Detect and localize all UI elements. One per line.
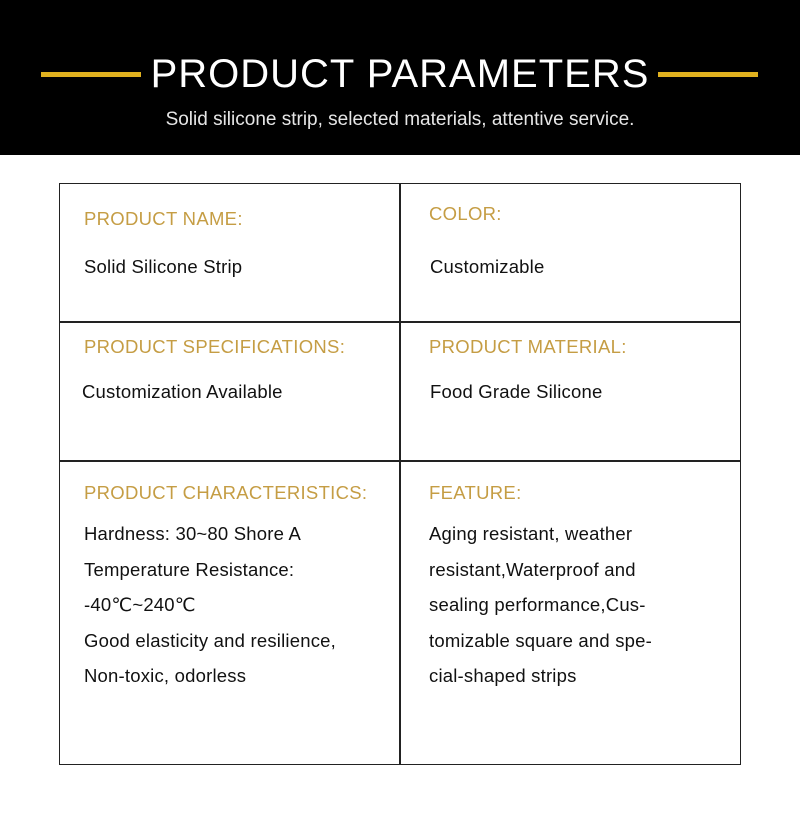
material-value: Food Grade Silicone	[430, 381, 603, 402]
characteristics-line: Good elasticity and resilience,	[84, 629, 336, 651]
characteristics-list	[84, 521, 336, 699]
specifications-label: PRODUCT SPECIFICATIONS:	[84, 336, 346, 357]
page-subtitle: Solid silicone strip, selected materials, attentive service.	[165, 109, 635, 130]
feature-line: cial-shaped strips	[429, 665, 577, 686]
feature-list	[429, 521, 652, 699]
characteristics-label: PRODUCT CHARACTERISTICS:	[84, 482, 368, 503]
feature-line: resistant,Waterproof and	[429, 558, 636, 580]
product-name-label: PRODUCT NAME:	[84, 208, 243, 229]
material-label: PRODUCT MATERIAL:	[429, 336, 627, 357]
color-label: COLOR:	[429, 203, 502, 224]
characteristics-line: Temperature Resistance:	[84, 558, 295, 580]
feature-label: FEATURE:	[429, 482, 522, 503]
characteristics-line: Hardness: 30~80 Shore A	[84, 523, 301, 544]
feature-line: sealing performance,Cus-	[429, 594, 646, 615]
characteristics-line: -40℃~240℃	[84, 594, 196, 615]
table-row-divider	[60, 321, 740, 323]
feature-line: Aging resistant, weather	[429, 523, 633, 544]
table-row-divider	[60, 460, 740, 462]
header-banner	[0, 0, 800, 155]
specifications-value: Customization Available	[82, 381, 283, 402]
color-value: Customizable	[430, 256, 545, 277]
characteristics-line: Non-toxic, odorless	[84, 665, 247, 686]
page-title: PRODUCT PARAMETERS	[150, 52, 650, 96]
table-column-divider	[399, 184, 401, 764]
product-name-value: Solid Silicone Strip	[84, 256, 243, 277]
parameters-table	[59, 183, 741, 765]
feature-line: tomizable square and spe-	[429, 629, 653, 651]
